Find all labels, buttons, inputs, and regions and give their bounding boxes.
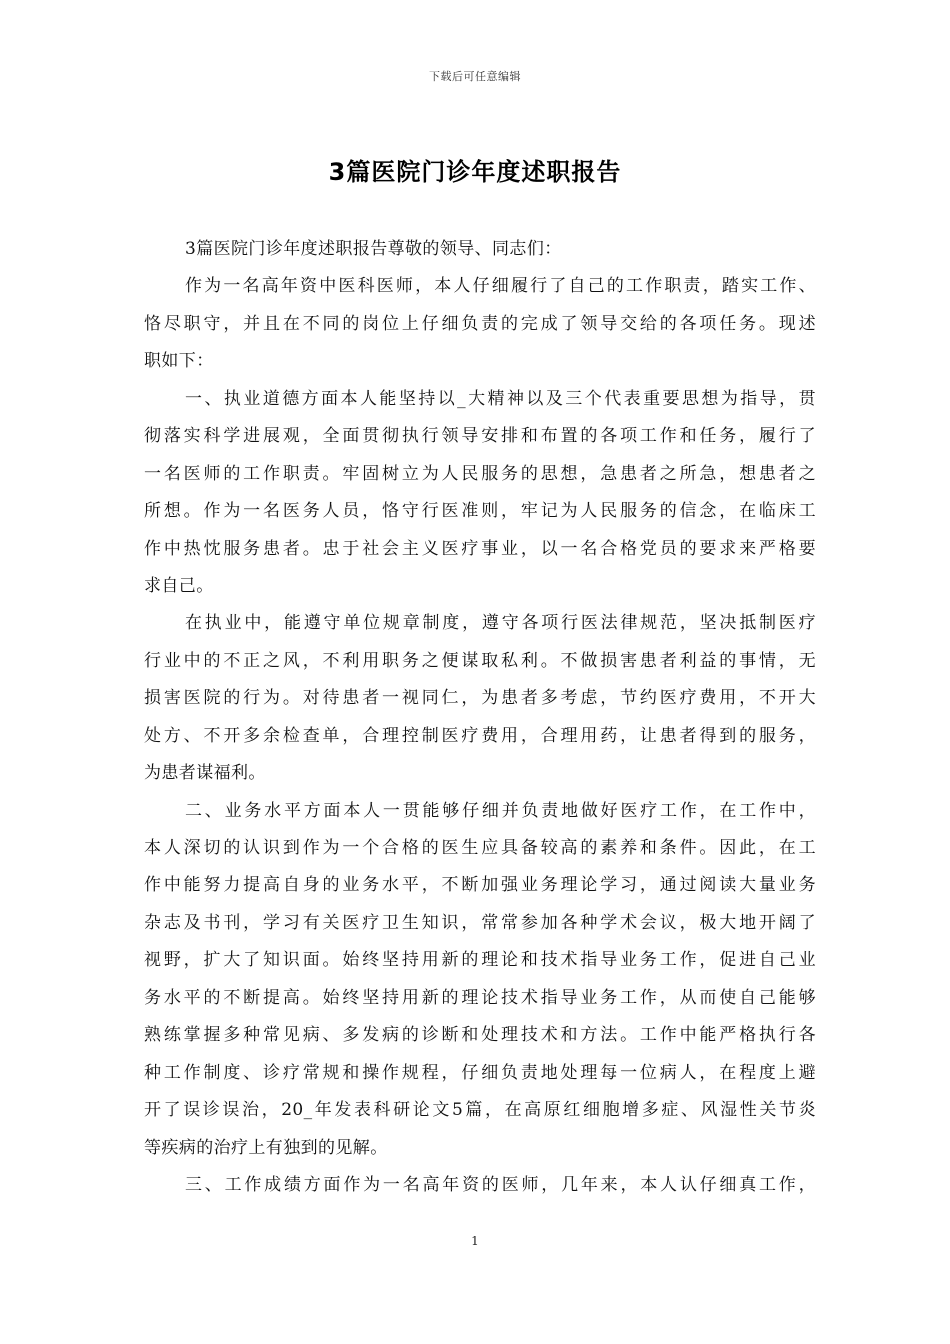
paragraph-line: 作中热忱服务患者。忠于社会主义医疗事业，以一名合格党员的要求来严格要 bbox=[144, 538, 816, 559]
paragraph-line: 损害医院的行为。对待患者一视同仁，为患者多考虑，节约医疗费用，不开大 bbox=[144, 688, 816, 709]
paragraph-line: 彻落实科学进展观，全面贯彻执行领导安排和布置的各项工作和任务，履行了 bbox=[144, 426, 816, 447]
paragraph-line: 作中能努力提高自身的业务水平，不断加强业务理论学习，通过阅读大量业务 bbox=[144, 875, 816, 896]
paragraph-line: 杂志及书刊，学习有关医疗卫生知识，常常参加各种学术会议，极大地开阔了 bbox=[144, 912, 816, 933]
header-note: 下载后可任意编辑 bbox=[429, 70, 521, 83]
paragraph-line: 为患者谋福利。 bbox=[144, 763, 266, 784]
page-number: 1 bbox=[471, 1234, 479, 1248]
paragraph-line: 一、执业道德方面本人能坚持以_大精神以及三个代表重要思想为指导，贯 bbox=[185, 388, 816, 409]
paragraph-line: 3篇医院门诊年度述职报告尊敬的领导、同志们： bbox=[185, 239, 562, 259]
paragraph-line: 熟练掌握多种常见病、多发病的诊断和处理技术和方法。工作中能严格执行各 bbox=[144, 1025, 816, 1046]
paragraph-line: 行业中的不正之风，不利用职务之便谋取私利。不做损害患者利益的事情，无 bbox=[144, 650, 816, 671]
paragraph-line: 本人深切的认识到作为一个合格的医生应具备较高的素养和条件。因此，在工 bbox=[144, 838, 816, 858]
paragraph-line: 务水平的不断提高。始终坚持用新的理论技术指导业务工作，从而使自己能够 bbox=[144, 987, 816, 1008]
document-body bbox=[144, 234, 816, 1207]
paragraph-line: 所想。作为一名医务人员，恪守行医准则，牢记为人民服务的信念，在临床工 bbox=[144, 501, 816, 522]
paragraph-line: 二、业务水平方面本人一贯能够仔细并负责地做好医疗工作，在工作中， bbox=[185, 800, 816, 821]
paragraph-line: 职如下： bbox=[144, 351, 214, 372]
paragraph-line: 处方、不开多余检查单，合理控制医疗费用，合理用药，让患者得到的服务， bbox=[144, 725, 816, 746]
paragraph-line: 作为一名高年资中医科医师，本人仔细履行了自己的工作职责，踏实工作、 bbox=[185, 276, 816, 297]
paragraph-line: 等疾病的治疗上有独到的见解。 bbox=[144, 1137, 388, 1158]
paragraph-line: 一名医师的工作职责。牢固树立为人民服务的思想，急患者之所急，想患者之 bbox=[144, 463, 816, 484]
paragraph-line: 恪尽职守，并且在不同的岗位上仔细负责的完成了领导交给的各项任务。现述 bbox=[144, 313, 816, 334]
document-title: 3篇医院门诊年度述职报告 bbox=[328, 158, 622, 186]
paragraph-line: 在执业中，能遵守单位规章制度，遵守各项行医法律规范，坚决抵制医疗 bbox=[185, 613, 816, 634]
paragraph-line: 三、工作成绩方面作为一名高年资的医师，几年来，本人认仔细真工作， bbox=[185, 1174, 816, 1195]
paragraph-line: 视野，扩大了知识面。始终坚持用新的理论和技术指导业务工作，促进自己业 bbox=[144, 950, 816, 971]
paragraph-line: 种工作制度、诊疗常规和操作规程，仔细负责地处理每一位病人，在程度上避 bbox=[144, 1062, 816, 1083]
paragraph-line: 求自己。 bbox=[144, 575, 214, 596]
paragraph-line: 开了误诊误治，20_年发表科研论文5篇，在高原红细胞增多症、风湿性关节炎 bbox=[144, 1100, 816, 1121]
